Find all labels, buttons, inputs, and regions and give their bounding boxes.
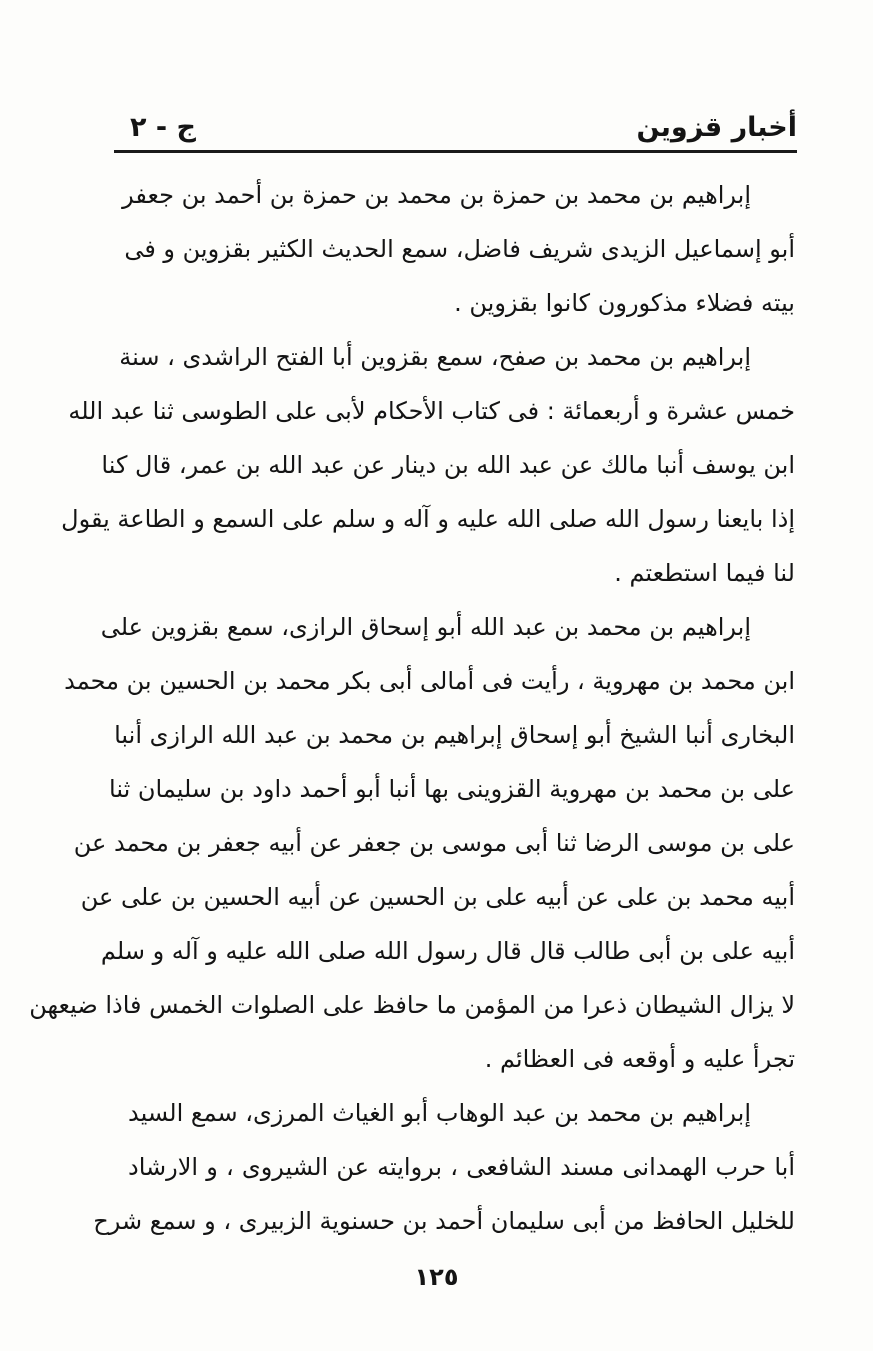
text-line: على بن موسى الرضا ثنا أبى موسى بن جعفر عن أبيه جعفر بن محمد عن [73,829,795,857]
paragraph [61,330,795,600]
text-line: للخليل الحافظ من أبى سليمان أحمد بن حسنوية الزبيرى ، و سمع شرح [93,1207,795,1235]
text-line: إبراهيم بن محمد بن عبد الله أبو إسحاق الرازى، سمع بقزوين على [100,613,751,641]
body-text [29,168,795,1248]
text-line: بيته فضلاء مذكورون كانوا بقزوين . [454,289,795,317]
running-header [112,112,797,152]
text-line: إبراهيم بن محمد بن حمزة بن محمد بن حمزة بن أحمد بن جعفر [122,181,751,209]
text-line: أبيه محمد بن على عن أبيه على بن الحسين عن أبيه الحسين بن على عن [80,883,795,911]
text-line: أبيه على بن أبى طالب قال قال رسول الله صلى الله عليه و آله و سلم [100,937,795,965]
header-divider [114,150,797,153]
paragraph [29,600,795,1086]
text-line: لنا فيما استطعتم . [614,559,795,587]
paragraph [122,168,795,330]
text-line: إذا بايعنا رسول الله صلى الله عليه و آله و سلم على السمع و الطاعة يقول [61,505,795,533]
text-line: تجرأ عليه و أوقعه فى العظائم . [484,1045,795,1073]
text-line: البخارى أنبا الشيخ أبو إسحاق إبراهيم بن محمد بن عبد الله الرازى أنبا [114,721,795,749]
text-line: ابن محمد بن مهروية ، رأيت فى أمالى أبى بكر محمد بن الحسين بن محمد [64,667,795,695]
page-number: ١٢٥ [414,1263,459,1291]
running-header-title: أخبار قزوين [636,112,797,143]
text-line: ابن يوسف أنبا مالك عن عبد الله بن دينار عن عبد الله بن عمر، قال كنا [101,451,795,479]
text-line: خمس عشرة و أربعمائة : فى كتاب الأحكام لأبى على الطوسى ثنا عبد الله [68,397,795,425]
text-line: لا يزال الشيطان ذعرا من المؤمن ما حافظ على الصلوات الخمس فاذا ضيعهن [29,991,795,1019]
running-header-part: ج - ٢ [130,112,196,143]
paragraph [93,1086,795,1248]
text-line: على بن محمد بن مهروية القزوينى بها أنبا أبو أحمد داود بن سليمان ثنا [109,775,795,803]
text-line: أبا حرب الهمدانى مسند الشافعى ، بروايته عن الشيروى ، و الارشاد [128,1153,795,1181]
text-line: إبراهيم بن محمد بن عبد الوهاب أبو الغياث المرزى، سمع السيد [128,1099,751,1127]
text-line: إبراهيم بن محمد بن صفح، سمع بقزوين أبا الفتح الراشدى ، سنة [119,343,751,371]
text-line: أبو إسماعيل الزيدى شريف فاضل، سمع الحديث الكثير بقزوين و فى [124,235,795,263]
